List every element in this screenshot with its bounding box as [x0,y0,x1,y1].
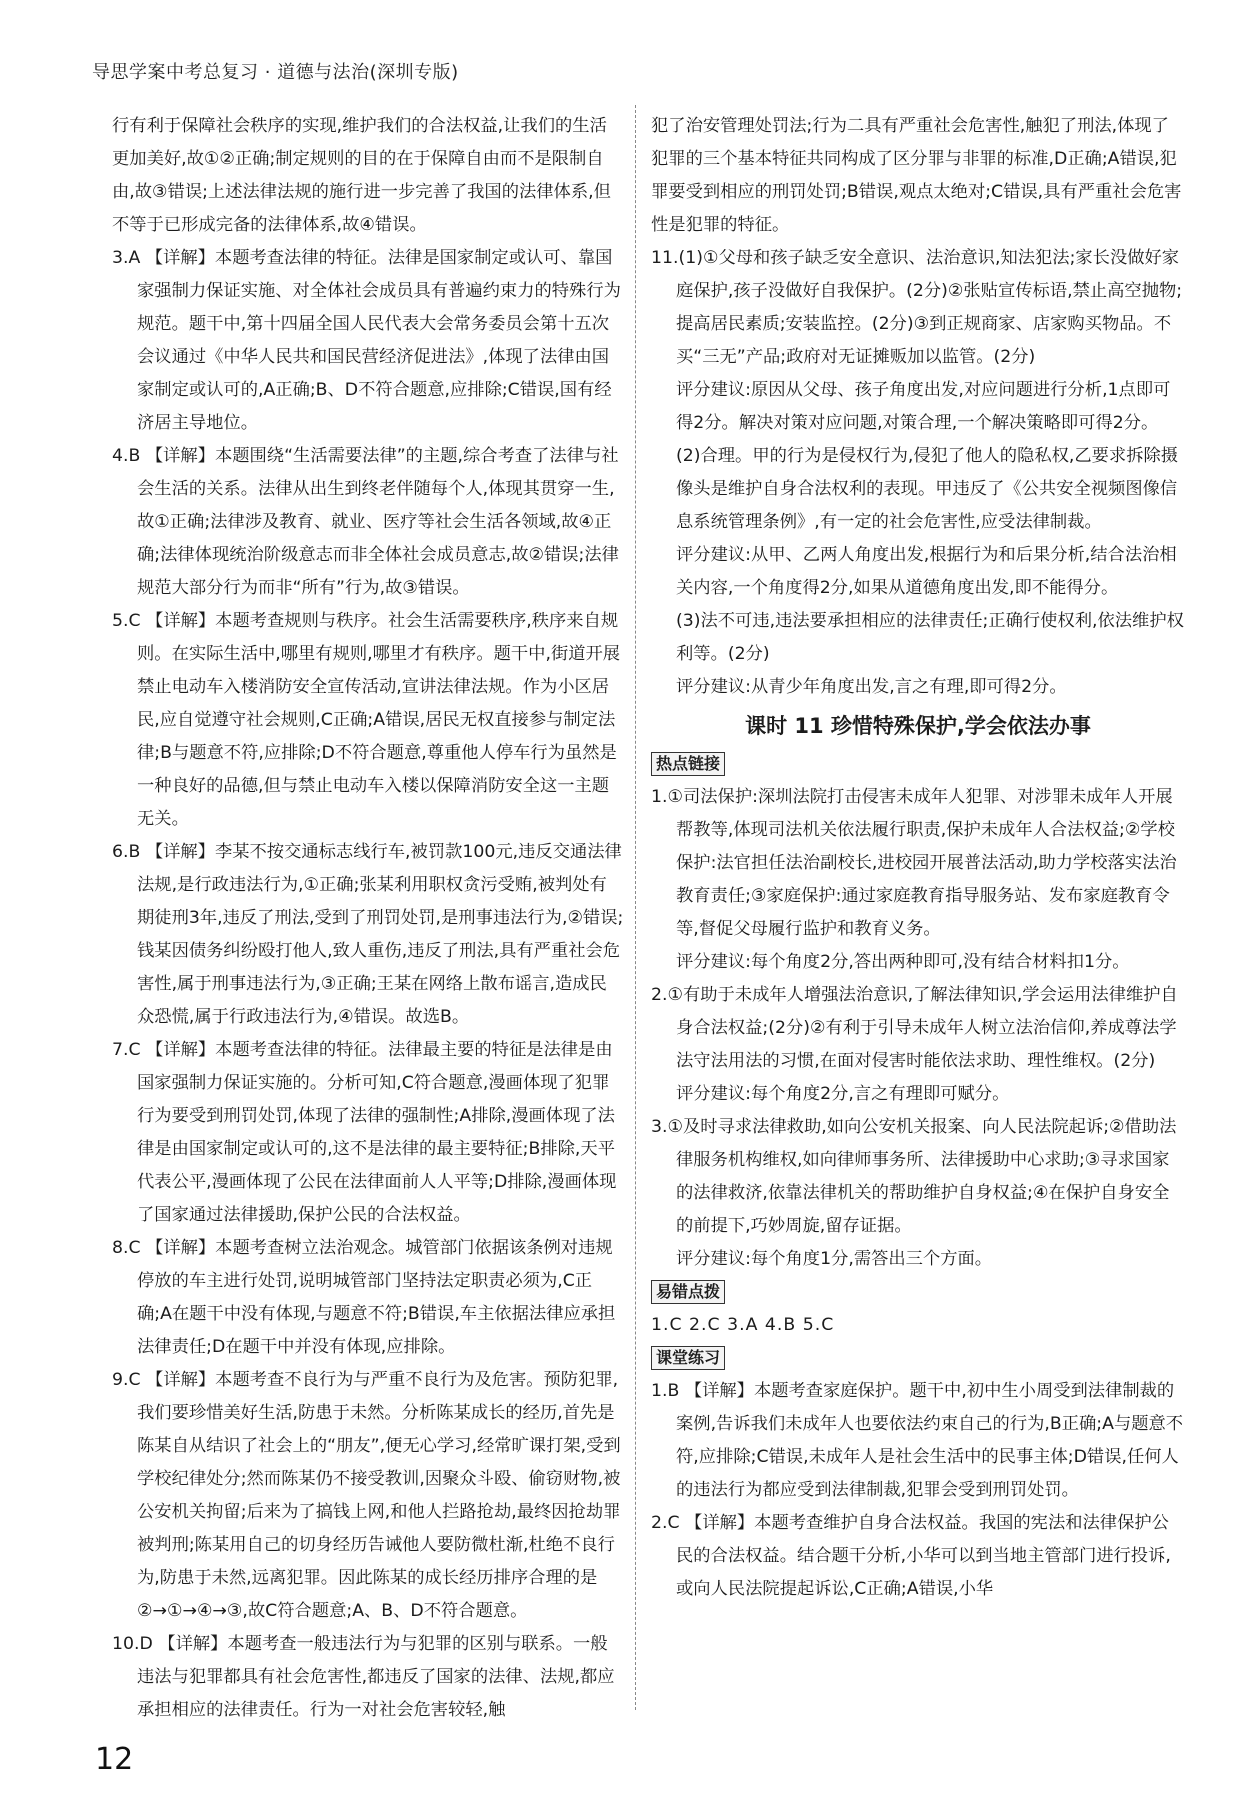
section-tag-hot-topics: 热点链接 [651,752,725,776]
practice-answer-2: 2.C 【详解】本题考查维护自身合法权益。我国的宪法和法律保护公民的合法权益。结合题干分析,小华可以到当地主管部门进行投诉,或向人民法院提起诉讼,C正确;A错误,小华 [651,1513,1171,1599]
answer-item-10: 10.D 【详解】本题考查一般违法行为与犯罪的区别与联系。一般违法与犯罪都具有社会危害性,都违反了国家的法律、法规,都应承担相应的法律责任。行为一对社会危害较轻,触 [112,1634,615,1720]
answer-item-9: 9.C 【详解】本题考查不良行为与严重不良行为及危害。预防犯罪,我们要珍惜美好生活,防患于未然。分析陈某成长的经历,首先是陈某自从结识了社会上的“朋友”,便无心学习,经常旷课打架,受到学校纪律处分;然而陈某仍不接受教训,因聚众斗殴、偷窃财物,被公安机关拘留;后来为了搞钱上网,和他人拦路抢劫,最终因抢劫罪被判刑;陈某用自己的切身经历告诫他人要防微杜渐,杜绝不良行为,防患于未然,远离犯罪。因此陈某的成长经历排序合理的是②→①→④→③,故C符合题意;A、B、D不符合题意。 [112,1370,621,1621]
scoring-note: 评分建议:从甲、乙两人角度出发,根据行为和后果分析,结合法治相关内容,一个角度得2分,如果从道德角度出发,即不能得分。 [676,545,1177,598]
practice-answer-1: 1.B 【详解】本题考查家庭保护。题干中,初中生小周受到法律制裁的案例,告诉我们未成年人也要依法约束自己的行为,B正确;A与题意不符,应排除;C错误,未成年人是社会生活中的民事主体;D错误,任何人的违法行为都应受到法律制裁,犯罪会受到刑罚处罚。 [651,1381,1184,1500]
scoring-note: 评分建议:每个角度1分,需答出三个方面。 [676,1249,993,1269]
answer-part-3: (3)法不可违,违法要承担相应的法律责任;正确行使权利,依法维护权利等。(2分) [676,611,1184,664]
answer-part-2: (2)合理。甲的行为是侵权行为,侵犯了他人的隐私权,乙要求拆除摄像头是维护自身合法权利的表现。甲违反了《公共安全视频图像信息系统管理条例》,有一定的社会危害性,应受法律制裁。 [676,446,1179,532]
page-number: 12 [95,1742,134,1777]
section-tag-class-practice: 课堂练习 [651,1346,725,1370]
answer-item-8: 8.C 【详解】本题考查树立法治观念。城管部门依据该条例对违规停放的车主进行处罚,说明城管部门坚持法定职责必须为,C正确;A在题干中没有体现,与题意不符;B错误,车主依据法律应承担法律责任;D在题干中并没有体现,应排除。 [112,1238,616,1357]
column-divider [635,105,636,1710]
answer-continuation: 行有利于保障社会秩序的实现,维护我们的合法权益,让我们的生活更加美好,故①②正确;制定规则的目的在于保障自由而不是限制自由,故③错误;上述法律法规的施行进一步完善了我国的法律体系,但不等于已形成完备的法律体系,故④错误。 [112,116,611,235]
right-column [651,110,1185,1606]
scoring-note: 评分建议:从青少年角度出发,言之有理,即可得2分。 [676,677,1067,697]
answer-item-7: 7.C 【详解】本题考查法律的特征。法律最主要的特征是法律是由国家强制力保证实施的。分析可知,C符合题意,漫画体现了犯罪行为要受到刑罚处罚,体现了法律的强制性;A排除,漫画体现了法律是由国家制定或认可的,这不是法律的最主要特征;B排除,天平代表公平,漫画体现了公民在法律面前人人平等;D排除,漫画体现了国家通过法律援助,保护公民的合法权益。 [112,1040,617,1225]
answer-item-4: 4.B 【详解】本题围绕“生活需要法律”的主题,综合考查了法律与社会生活的关系。法律从出生到终老伴随每个人,体现其贯穿一生,故①正确;法律涉及教育、就业、医疗等社会生活各领域,故④正确;法律体现统治阶级意志而非全体社会成员意志,故②错误;法律规范大部分行为而非“所有”行为,故③错误。 [112,446,619,598]
scoring-note: 评分建议:每个角度2分,言之有理即可赋分。 [676,1084,1010,1104]
quick-answers: 1.C 2.C 3.A 4.B 5.C [651,1315,835,1335]
lesson-title: 课时 11 珍惜特殊保护,学会依法办事 [745,714,1091,738]
section-tag-common-mistakes: 易错点拨 [651,1280,725,1304]
left-column [112,110,624,1727]
running-header: 导思学案中考总复习 · 道德与法治(深圳专版) [92,62,459,83]
answer-item-6: 6.B 【详解】李某不按交通标志线行车,被罚款100元,违反交通法律法规,是行政违法行为,①正确;张某利用职权贪污受贿,被判处有期徒刑3年,违反了刑法,受到了刑罚处罚,是刑事违法行为,②错误;钱某因债务纠纷殴打他人,致人重伤,违反了刑法,具有严重社会危害性,属于刑事违法行为,③正确;王某在网络上散布谣言,造成民众恐慌,属于行政违法行为,④错误。故选B。 [112,842,624,1027]
answer-continuation: 犯了治安管理处罚法;行为二具有严重社会危害性,触犯了刑法,体现了犯罪的三个基本特征共同构成了区分罪与非罪的标准,D正确;A错误,犯罪要受到相应的刑罚处罚;B错误,观点太绝对;C错误,具有严重社会危害性是犯罪的特征。 [651,116,1182,235]
hot-topic-answer-2: 2.①有助于未成年人增强法治意识,了解法律知识,学会运用法律维护自身合法权益;(2分)②有利于引导未成年人树立法治信仰,养成尊法学法守法用法的习惯,在面对侵害时能依法求助、理性维权。(2分) [651,985,1178,1071]
answer-item-11: 11.(1)①父母和孩子缺乏安全意识、法治意识,知法犯法;家长没做好家庭保护,孩子没做好自我保护。(2分)②张贴宣传标语,禁止高空抛物;提高居民素质;安装监控。(2分)③到正规商家、店家购买物品。不买“三无”产品;政府对无证摊贩加以监管。(2分) [651,248,1183,367]
answer-item-5: 5.C 【详解】本题考查规则与秩序。社会生活需要秩序,秩序来自规则。在实际生活中,哪里有规则,哪里才有秩序。题干中,街道开展禁止电动车入楼消防安全宣传活动,宣讲法律法规。作为小区居民,应自觉遵守社会规则,C正确;A错误,居民无权直接参与制定法律;B与题意不符,应排除;D不符合题意,尊重他人停车行为虽然是一种良好的品德,但与禁止电动车入楼以保障消防安全这一主题无关。 [112,611,621,829]
hot-topic-answer-1: 1.①司法保护:深圳法院打击侵害未成年人犯罪、对涉罪未成年人开展帮教等,体现司法机关依法履行职责,保护未成年人合法权益;②学校保护:法官担任法治副校长,进校园开展普法活动,助力学校落实法治教育责任;③家庭保护:通过家庭教育指导服务站、发布家庭教育令等,督促父母履行监护和教育义务。 [651,787,1177,939]
scoring-note: 评分建议:每个角度2分,答出两种即可,没有结合材料扣1分。 [676,952,1130,972]
hot-topic-answer-3: 3.①及时寻求法律救助,如向公安机关报案、向人民法院起诉;②借助法律服务机构维权,如向律师事务所、法律援助中心求助;③寻求国家的法律救济,依靠法律机关的帮助维护自身权益;④在保护自身安全的前提下,巧妙周旋,留存证据。 [651,1117,1177,1236]
answer-item-3: 3.A 【详解】本题考查法律的特征。法律是国家制定或认可、靠国家强制力保证实施、对全体社会成员具有普遍约束力的特殊行为规范。题干中,第十四届全国人民代表大会常务委员会第十五次会议通过《中华人民共和国民营经济促进法》,体现了法律由国家制定或认可的,A正确;B、D不符合题意,应排除;C错误,国有经济居主导地位。 [112,248,621,433]
scoring-note: 评分建议:原因从父母、孩子角度出发,对应问题进行分析,1点即可得2分。解决对策对应问题,对策合理,一个解决策略即可得2分。 [676,380,1171,433]
